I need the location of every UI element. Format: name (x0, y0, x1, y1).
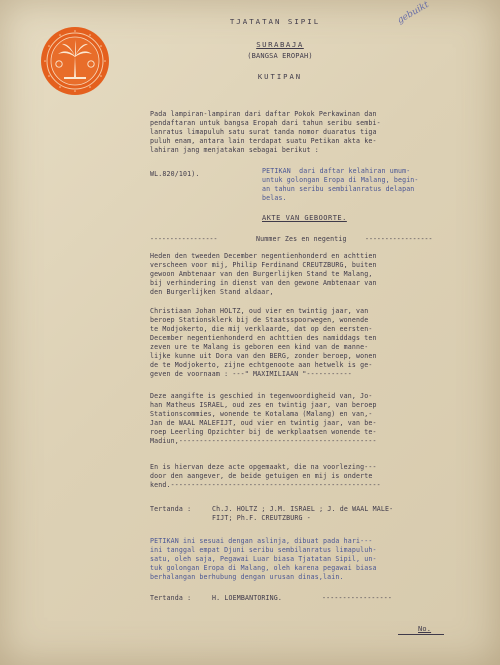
closing-line: berhalangan berhubung dengan urusan dinas,lain. (150, 573, 344, 581)
para-line: December negentienhonderd en achttien des namiddags ten (150, 334, 377, 342)
intro-line: pendaftaran untuk bangsa Eropah dari tahun seribu sembi- (150, 119, 381, 127)
signed-names-line-1: Ch.J. HOLTZ ; J.M. ISRAEL ; J. de WAAL MALE- (212, 505, 394, 513)
reference-line: an tahun seribu sembilanratus delapan (262, 185, 415, 193)
para-line: Deze aangifte is geschied in tegenwoordigheid van, Jo- (150, 392, 373, 400)
header-doc-type: KUTIPAN (257, 72, 303, 81)
para-line: bij verhindering in dienst van den gewone Ambtenaar van (150, 279, 377, 287)
para-line: lijke kunne uit Dora van den BERG, zonder beroep, wonen (150, 352, 377, 360)
para-line: verscheen voor mij, Philip Ferdinand CREUTZBURG, buiten (150, 261, 377, 269)
signed2-label: Tertanda : (150, 594, 192, 602)
closing-line: ini tanggal empat Djuni seribu sembilanratus limapuluh- (150, 546, 377, 554)
signed-label: Tertanda : (150, 505, 192, 513)
footer-number-mark: No. (418, 625, 432, 633)
para-line: Madiun,------------------------------------------------ (150, 437, 377, 445)
para-line: Heden den tweeden December negentienhonderd en achttien (150, 252, 377, 260)
reference-line: untuk golongan Eropa di Malang, begin- (262, 176, 419, 184)
para-line: Stationscommies, wonende te Kotalama (Malang) en van,- (150, 410, 373, 418)
para-line: beroep Stationsklerk bij de Staatsspoorwegen, wonende (150, 316, 369, 324)
para-line: En is hiervan deze acte opgemaakt, die na voorlezing--- (150, 463, 377, 471)
intro-line: Pada lampiran-lampiran dari daftar Pokok Perkawinan dan (150, 110, 377, 118)
reference-number: WL.820/101). (150, 170, 200, 178)
intro-line: lahiran jang menjatakan sebagai berikut : (150, 146, 319, 154)
para-line: door den aangever, de beide getuigen en mij is onderte (150, 472, 373, 480)
para-line: gewoon Ambtenaar van den Burgerlijken Stand te Malang, (150, 270, 373, 278)
header-section: (BANGSA EROPAH) (247, 52, 313, 60)
footer-rule (398, 634, 444, 635)
para-line: han Matheus ISRAEL, oud zes en twintig jaar, van beroep (150, 401, 377, 409)
intro-line: lanratus limapuluh satu surat tanda nomor duaratus tiga (150, 128, 377, 136)
header-city: SURABAJA (256, 40, 304, 49)
signed2-dashes: ----------------- (322, 594, 393, 602)
para-line: Christiaan Johan HOLTZ, oud vier en twintig jaar, van (150, 307, 369, 315)
closing-line: tuk golongan Eropa di Malang, oleh karena pegawai biasa (150, 564, 377, 572)
reference-line: PETIKAN dari daftar kelahiran umum- (262, 167, 411, 175)
intro-line: puluh enam, antara lain terdapat suatu Petikan akta ke- (150, 137, 377, 145)
para-line: Jan de WAAL MALEFIJT, oud vier en twintig jaar, van be- (150, 419, 377, 427)
act-title: AKTE VAN GEBOORTE. (262, 214, 347, 222)
header-title: TJATATAN SIPIL (229, 17, 321, 26)
para-line: geven de voornaam : ---" MAXIMILIAAN "----------- (150, 370, 352, 378)
para-line: de te Modjokerto, zijne echtgenoote aan hetwelk is ge- (150, 361, 373, 369)
signed2-name: H. LOEMBANTORING. (212, 594, 283, 602)
act-number-dashes-right: ----------------- (365, 235, 433, 243)
para-line: kend.--------------------------------------------------- (150, 481, 381, 489)
para-line: den Burgerlijken Stand aldaar, (150, 288, 274, 296)
act-number-dashes-left: ----------------- (150, 235, 218, 243)
palm-tree-seal-icon (40, 26, 110, 96)
margin-handwritten-note: gebuikt (395, 0, 431, 26)
para-line: zeven ure te Malang is geboren een kind van de manne- (150, 343, 369, 351)
closing-line: PETIKAN ini sesuai dengan aslinja, dibuat pada hari--- (150, 537, 373, 545)
para-line: roep Leerling Opzichter bij de werkplaatsen wonende te- (150, 428, 377, 436)
reference-line: belas. (262, 194, 287, 202)
signed-names-line-2: FIJT; Ph.F. CREUTZBURG - (212, 514, 311, 522)
closing-line: satu, oleh saja, Pegawai Luar biasa Tjatatan Sipil, un- (150, 555, 377, 563)
para-line: te Modjokerto, die mij verklaarde, dat op den eersten- (150, 325, 373, 333)
act-number: Nummer Zes en negentig (256, 235, 347, 243)
